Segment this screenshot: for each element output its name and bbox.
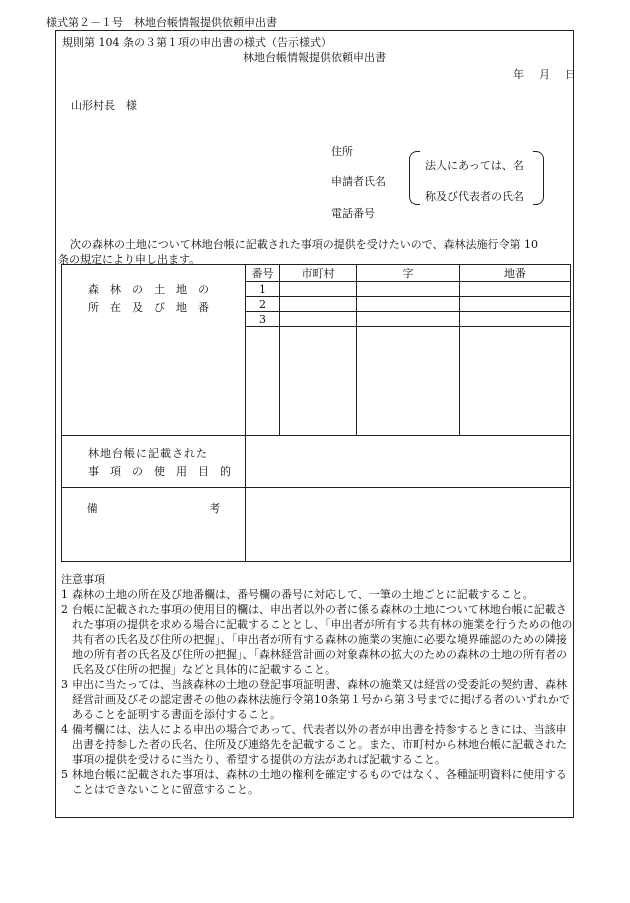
note-item-5: [61, 767, 573, 797]
purpose-label-line-1: 林地台帳に記載された: [88, 446, 208, 460]
addressee: 山形村長 様: [71, 99, 137, 112]
header-lot-number: 地番: [460, 265, 571, 282]
note-item-4: [61, 722, 573, 767]
note-item-1: [61, 587, 573, 602]
note-text: 備考欄には、法人による申出の場合であって、代表者以外の者が申出書を持参するときには、当該申出書を持参した者の氏名、住所及び連絡先を記載すること。また、市町村から林地台帳に記載された事項の提供を受けるに当たり、希望する提供の方法があれば記載すること。: [72, 723, 567, 766]
purpose-label-line-2: 事 項 の 使 用 目 的: [88, 464, 231, 478]
header-note: 規則第 104 条の３第１項の申出書の様式（告示様式）: [62, 36, 332, 49]
location-label-cell: [62, 265, 246, 436]
note-text: 森林の土地の所在及び地番欄は、番号欄の番号に対応して、一筆の土地ごとに記載すること。: [72, 588, 534, 601]
aza-cell-blank[interactable]: [357, 327, 460, 436]
aza-cell-2[interactable]: [357, 297, 460, 312]
note-text: 申出に当たっては、当該森林の土地の登記事項証明書、森林の施業又は経営の受委託の契約書、森林経営計画及びその認定書その他の森林法施行令第10条第１号から第３号までに掲げる者のいずれかであることを証明する書面を添付すること。: [72, 678, 570, 721]
row-number-blank: [246, 327, 280, 436]
lot-number-cell-3[interactable]: [460, 312, 571, 327]
remarks-label-cell: [62, 488, 246, 562]
remarks-label-char-1: 備: [86, 502, 98, 515]
aza-cell-1[interactable]: [357, 282, 460, 297]
note-text: 林地台帳に記載された事項は、森林の土地の権利を確定するものではなく、各種証明資料に使用することはできないことに留意すること。: [72, 768, 567, 796]
notes-section: [61, 572, 573, 797]
bracket-left: [409, 151, 420, 205]
note-number: 1: [61, 588, 68, 601]
land-info-table: [61, 264, 571, 562]
date-line: 年 月 日: [513, 68, 578, 81]
purpose-label-cell: [62, 436, 246, 488]
note-number: 4: [61, 723, 68, 736]
location-label-line-1: 森 林 の 土 地 の: [88, 283, 209, 296]
row-number-2: 2: [246, 297, 280, 312]
note-number: 5: [61, 768, 68, 781]
purpose-input-cell[interactable]: [246, 436, 571, 488]
lot-number-cell-blank[interactable]: [460, 327, 571, 436]
municipality-cell-1[interactable]: [280, 282, 357, 297]
note-item-2: [61, 602, 573, 677]
form-identifier: 様式第２－１号 林地台帳情報提供依頼申出書: [46, 16, 277, 29]
bracket-right: [533, 151, 544, 205]
row-number-3: 3: [246, 312, 280, 327]
applicant-name-label: 申請者氏名: [331, 175, 386, 188]
remarks-input-cell[interactable]: [246, 488, 571, 562]
intro-line-2: 条の規定により申し出ます。: [58, 253, 201, 266]
note-text: 台帳に記載された事項の使用目的欄は、申出者以外の者に係る森林の土地について林地台帳に記載された事項の提供を求める場合に記載することとし、「申出者が所有する共有林の施業を行うための他の共有者の氏名及び住所の把握」、「申出者が所有する森林の施業の実施に必要な境界確認のための隣接地の所有者の氏名及び住所の把握」、「森林経営計画の対象森林の拡大のための森林の土地の所有者の氏名及び住所の把握」などと具体的に記載すること。: [72, 603, 573, 676]
header-municipality: 市町村: [280, 265, 357, 282]
form-title: 林地台帳情報提供依頼申出書: [243, 51, 386, 64]
phone-label: 電話番号: [331, 207, 375, 220]
corporate-note-line-1: 法人にあっては、名: [425, 159, 524, 172]
remarks-label-char-2: 考: [209, 502, 221, 515]
header-aza: 字: [357, 265, 460, 282]
note-number: 2: [61, 603, 68, 616]
municipality-cell-3[interactable]: [280, 312, 357, 327]
note-item-3: [61, 677, 573, 722]
note-number: 3: [61, 678, 68, 691]
corporate-note-line-2: 称及び代表者の氏名: [425, 190, 524, 203]
row-number-1: 1: [246, 282, 280, 297]
aza-cell-3[interactable]: [357, 312, 460, 327]
lot-number-cell-1[interactable]: [460, 282, 571, 297]
header-number: 番号: [246, 265, 280, 282]
lot-number-cell-2[interactable]: [460, 297, 571, 312]
intro-line-1: 次の森林の土地について林地台帳に記載された事項の提供を受けたいので、森林法施行令第 10: [70, 238, 539, 251]
municipality-cell-2[interactable]: [280, 297, 357, 312]
municipality-cell-blank[interactable]: [280, 327, 357, 436]
notes-title: 注意事項: [61, 573, 105, 586]
location-label-line-2: 所 在 及 び 地 番: [88, 301, 209, 314]
address-label: 住所: [331, 145, 353, 158]
